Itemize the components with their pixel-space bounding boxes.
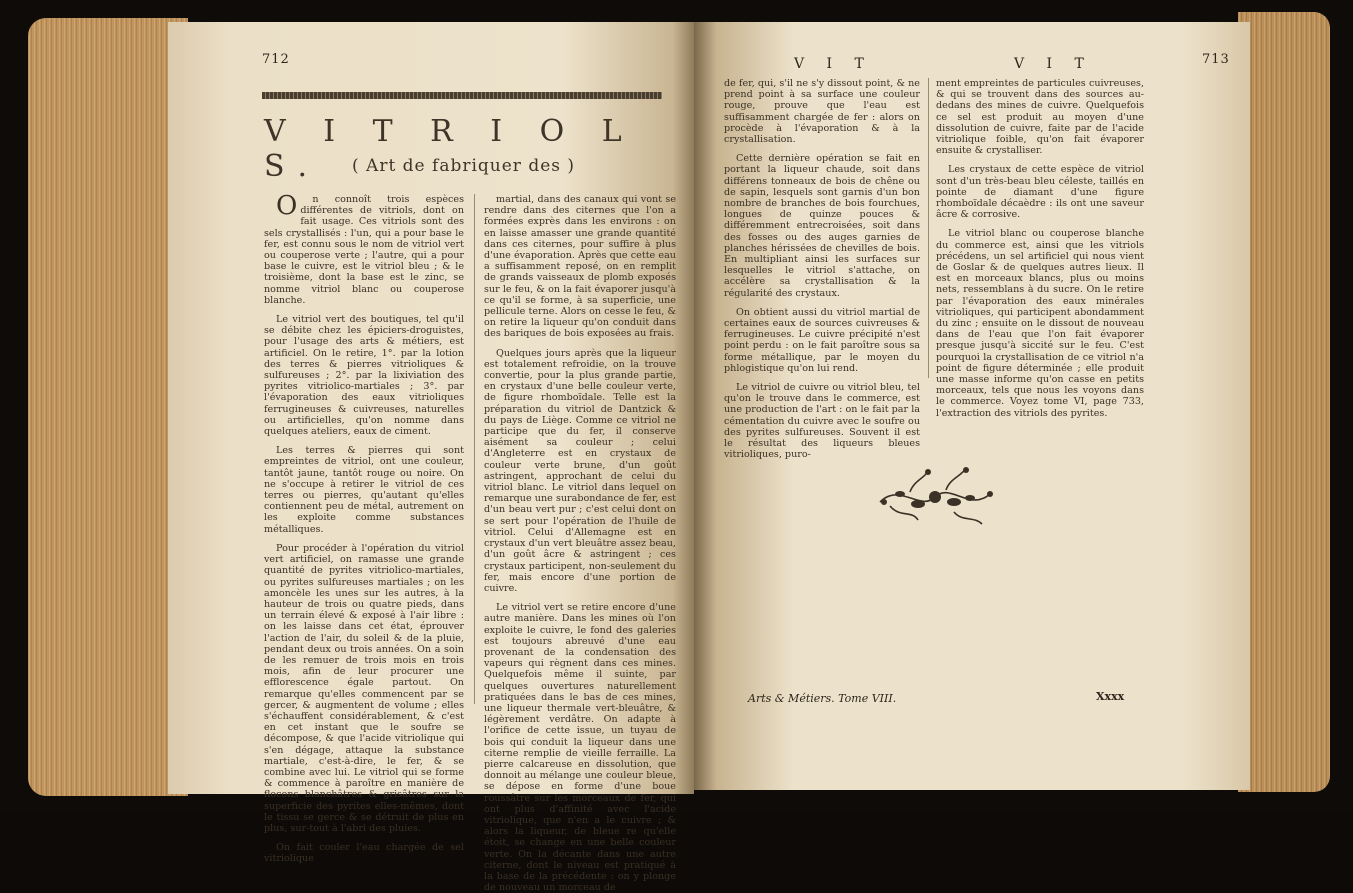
running-head: V I T xyxy=(794,56,873,72)
column-divider xyxy=(928,78,929,378)
text-column-2 xyxy=(484,194,676,893)
decorative-rule xyxy=(262,92,662,99)
column-divider xyxy=(474,194,475,704)
paragraph: On fait couler l'eau chargée de sel vitriolique xyxy=(264,842,464,865)
text-column-1 xyxy=(724,78,920,461)
page-number: 712 xyxy=(262,52,290,67)
paragraph: Quelques jours après que la liqueur est totalement refroidie, on la trouve convertie, pour la plus grande partie, en crystaux d'une belle couleur verte, de figure rhomboïdale. Telle est la préparation du vitriol de Dantzick & du pays de Liège. Comme ce vitriol ne participe que du fer, il conserve aisément sa couleur ; celui d'Angleterre est en crystaux de couleur verte brune, d'un goût astringent, approchant de celui du vitriol blanc. Le vitriol dans lequel on remarque une surabondance de fer, est d'un beau vert pur ; c'est celui dont on se sert pour l'opération de l'huile de vitriol. Celui d'Allemagne est en crystaux d'un vert bleuâtre assez beau, d'un goût âcre & astringent ; ces crystaux participent, non-seulement du fer, mais encore d'une portion de cuivre. xyxy=(484,347,676,594)
page-number: 713 xyxy=(1202,52,1230,67)
paragraph: Le vitriol blanc ou couperose blanche du commerce est, ainsi que les vitriols précédens, un sel artificiel qui nous vient de Goslar & de quelques autres lieux. Il est en morceaux blancs, plus ou moins nets, ressemblans à du sucre. On le retire par l'évaporation des eaux minérales vitrioliques, qui participent abondamment du zinc ; ensuite on le dissout de nouveau dans de l'eau que l'on fait évaporer presque jusqu'à siccité sur le feu. C'est pourquoi la crystallisation de ce vitriol n'a point de figure déterminée ; elle produit une masse informe qu'on casse en petits morceaux, tels que nous les voyons dans le commerce. Voyez tome VI, page 733, l'extraction des vitriols des pyrites. xyxy=(936,228,1144,419)
paragraph xyxy=(264,191,464,306)
right-page-edges xyxy=(1238,12,1330,792)
left-page xyxy=(168,22,694,893)
drop-cap: O xyxy=(276,191,298,221)
text-column-2 xyxy=(936,78,1144,419)
paragraph-text: n connoît trois espèces différentes de vitriols, dont on fait usage. Ces vitriols sont des sels crystallisés : l'un, qui a pour base le fer, est connu sous le nom de vitriol vert ou couperose verte ; l'autre, qui a pour base le cuivre, est le vitriol bleu ; & le troisième, dont la base est le zinc, se nomme vitriol blanc ou couperose blanche. xyxy=(264,194,464,306)
paragraph: On obtient aussi du vitriol martial de certaines eaux de sources cuivreuses & ferrugineuses. Le cuivre précipité n'est point perdu : on le fait paroître sous sa forme métallique, par le moyen du phlogistique qu'on lui rend. xyxy=(724,306,920,374)
paragraph: Le vitriol vert des boutiques, tel qu'il se débite chez les épiciers-droguistes, pour l'usage des arts & métiers, est artificiel. On le retire, 1°. par la lotion des terres & pierres vitrioliques & sulfureuses ; 2°. par la lixiviation des pyrites vitriolico-martiales ; 3°. par l'évaporation des eaux vitrioliques ferrugineuses & cuivreuses, naturelles ou artificielles, qu'on nomme dans quelques ateliers, eaux de ciment. xyxy=(264,314,464,438)
page-footer: Arts & Métiers. Tome VIII. xyxy=(748,692,897,705)
left-page-edges xyxy=(28,18,188,796)
paragraph: martial, dans des canaux qui vont se rendre dans des citernes que l'on a formées exprès dans les environs : on en laisse amasser une grande quantité dans ces citernes, pour suffire à plus d'une évaporation. Après que cette eau a suffisamment reposé, on en remplit de grands vaisseaux de plomb exposés sur le feu, & on la fait évaporer jusqu'à ce qu'il se forme, à sa superficie, une pellicule terne. Alors on cesse le feu, & on retire la liqueur qu'on conduit dans des bariques de bois exposées au frais. xyxy=(484,194,676,340)
paragraph: Cette dernière opération se fait en portant la liqueur chaude, soit dans différens tonneaux de bois de chêne ou de sapin, lesquels sont garnis d'un bon nombre de branches de bois fourchues, longues de quinze pouces & différemment entrecroisées, soit dans des fosses ou des auges garnies de planches hérissées de chevilles de bois. En multipliant ainsi les surfaces sur lesquelles le vitriol s'attache, on accélère sa crystallisation & la régularité des crystaux. xyxy=(724,153,920,299)
signature-mark: Xxxx xyxy=(1096,690,1125,703)
running-head: V I T xyxy=(1014,56,1093,72)
paragraph: Les crystaux de cette espèce de vitriol sont d'un très-beau bleu céleste, taillés en pointe de diamant d'une figure rhomboïdale décaèdre : ils ont une saveur âcre & corrosive. xyxy=(936,164,1144,221)
paragraph: Le vitriol vert se retire encore d'une autre manière. Dans les mines où l'on exploite le cuivre, le fond des galeries est toujours abreuvé d'une eau provenant de la condensation des vapeurs qui règnent dans ces mines. Quelquefois même il suinte, par quelques ouvertures naturellement pratiquées dans le bas de ces mines, une liqueur thermale vert-bleuâtre, & légèrement verdâtre. On adapte à l'orifice de cette issue, un tuyau de bois qui conduit la liqueur dans une citerne remplie de vieille ferraille. La pierre calcareuse en dissolution, que donnoit au mélange une couleur bleue, se dépose en forme d'une boue roussâtre sur les morceaux de fer, qui ont plus d'affinité avec l'acide vitriolique, que n'en a le cuivre ; & alors la liqueur, de bleue re qu'elle étoit, se change en une belle couleur verte. On la décante dans une autre citerne, dont le niveau est pratiqué à la base de la précédente : on y plonge de nouveau un morceau de xyxy=(484,602,676,893)
paragraph: ment empreintes de particules cuivreuses, & qui se trouvent dans des sources au-dedans des mines de cuivre. Quelquefois ce sel est produit au moyen d'une dissolution de cuivre, faite par de l'acide vitriolique foible, qu'on fait évaporer ensuite & crystalliser. xyxy=(936,78,1144,157)
article-subtitle: ( Art de fabriquer des ) xyxy=(352,156,576,176)
paragraph: de fer, qui, s'il ne s'y dissout point, & ne prend point à sa surface une couleur rouge, prouve que l'eau est suffisamment chargée de fer : alors on procède à l'évaporation & à la crystallisation. xyxy=(724,78,920,146)
paragraph: Le vitriol de cuivre ou vitriol bleu, tel qu'on le trouve dans le commerce, est une production de l'art : on le fait par la cémentation du cuivre avec le soufre ou des pyrites sulfureuses. Souvent il est le résultat des liqueurs bleues vitrioliques, puro- xyxy=(724,382,920,461)
right-page xyxy=(694,22,1250,790)
paragraph: Pour procéder à l'opération du vitriol vert artificiel, on ramasse une grande quantité de pyrites vitriolico-martiales, ou pyrites sulfureuses martiales ; on les amoncèle les unes sur les autres, à la hauteur de trois ou quatre pieds, dans un terrain élevé & exposé à l'air libre : on les laisse dans cet état, éprouver l'action de l'air, du soleil & de la pluie, pendant deux ou trois années. On a soin de les remuer de trois mois en trois mois, afin de leur procurer une efflorescence égale partout. On remarque qu'elles commencent par se gercer, & augmentent de volume ; elles s'échauffent considérablement, & c'est en cet instant que le soufre se décompose, & que l'acide vitriolique qui s'en dégage, attaque la substance martiale, c'est-à-dire, le fer, & se combine avec lui. Le vitriol qui se forme & commence à paroître en manière de flocons blanchâtres & grisâtres sur la superficie des pyrites elles-mêmes, dont le tissu se gerce & se détruit de plus en plus, sur-tout à l'abri des pluies. xyxy=(264,542,464,834)
text-column-1 xyxy=(264,191,464,865)
floral-vignette-ornament xyxy=(870,462,1000,532)
paragraph: Les terres & pierres qui sont empreintes de vitriol, ont une couleur, tantôt jaune, tantôt rouge ou noire. On ne s'occupe à retirer le vitriol de ces terres ou pierres, qu'autant qu'elles contiennent peu de métal, autrement on les exploite comme substances métalliques. xyxy=(264,445,464,535)
article-title: V I T R I O L S. xyxy=(264,114,636,184)
